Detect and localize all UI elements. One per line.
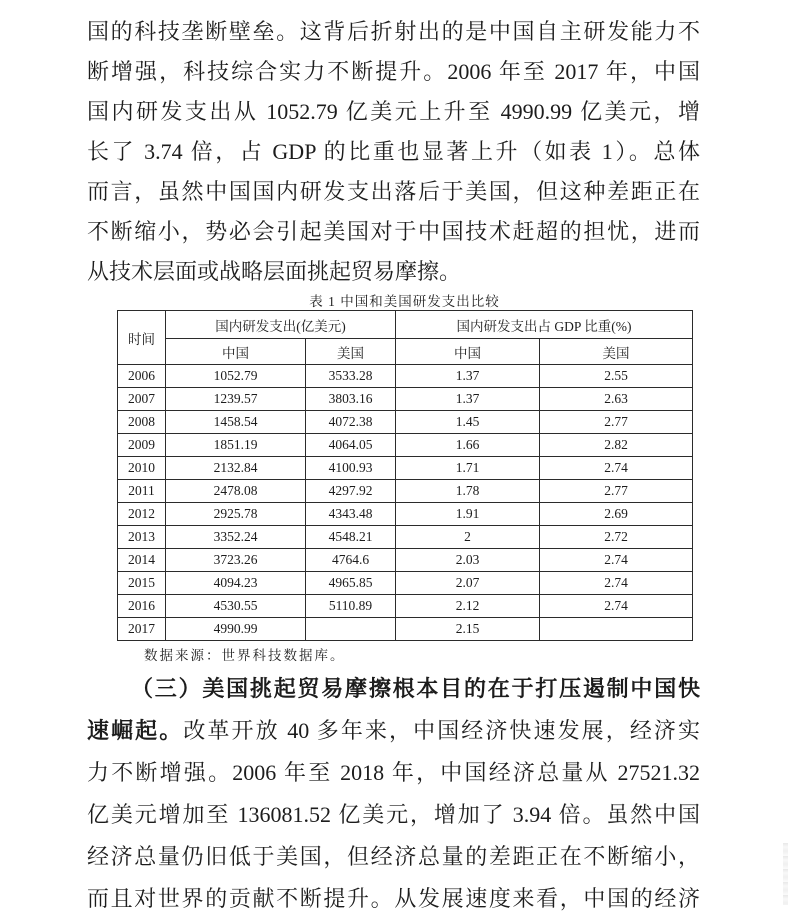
- cell-us-rd: 4064.05: [306, 434, 396, 457]
- text-segment: 不断缩小，势必会引起美国对于中国技术赶超的担忧，进而: [87, 219, 700, 244]
- cell-china-gdp: 2.07: [396, 572, 540, 595]
- text-segment: 改革开放 40 多年来，中国经济快速发展，经济实: [183, 718, 700, 743]
- cell-us-gdp: 2.74: [540, 549, 693, 572]
- cell-china-gdp: 2.12: [396, 595, 540, 618]
- text-line: [87, 52, 700, 92]
- cell-us-rd: 4072.38: [306, 411, 396, 434]
- table-row: [118, 457, 693, 480]
- text-line: [87, 794, 700, 836]
- header-group-gdp-share: 国内研发支出占 GDP 比重(%): [396, 311, 693, 339]
- table-row: [118, 388, 693, 411]
- cell-us-rd: 3533.28: [306, 365, 396, 388]
- subheader-china-gdp: 中国: [396, 339, 540, 365]
- cell-year: 2015: [118, 572, 166, 595]
- table-body: [118, 365, 693, 641]
- text-segment: 国内研发支出从 1052.79 亿美元上升至 4990.99 亿美元，增: [87, 99, 700, 124]
- cell-year: 2017: [118, 618, 166, 641]
- cell-china-rd: 1052.79: [166, 365, 306, 388]
- cell-year: 2007: [118, 388, 166, 411]
- table-row: [118, 365, 693, 388]
- cell-china-gdp: 1.78: [396, 480, 540, 503]
- text-line: [87, 252, 700, 292]
- cell-china-rd: 3723.26: [166, 549, 306, 572]
- cell-china-gdp: 2.15: [396, 618, 540, 641]
- text-line: [87, 12, 700, 52]
- bold-text-segment: 速崛起。: [87, 718, 184, 743]
- paragraph-1: [87, 12, 700, 292]
- text-line: [87, 752, 700, 794]
- text-segment: 而言，虽然中国国内研发支出落后于美国，但这种差距正在: [87, 179, 700, 204]
- cell-china-rd: 1851.19: [166, 434, 306, 457]
- cell-year: 2011: [118, 480, 166, 503]
- cell-china-rd: 4990.99: [166, 618, 306, 641]
- cell-us-gdp: 2.77: [540, 411, 693, 434]
- cell-china-gdp: 1.91: [396, 503, 540, 526]
- cell-us-gdp: 2.74: [540, 457, 693, 480]
- text-line: [87, 212, 700, 252]
- table-row: [118, 411, 693, 434]
- text-line: [87, 668, 700, 710]
- cell-china-gdp: 1.37: [396, 365, 540, 388]
- cell-us-rd: 4297.92: [306, 480, 396, 503]
- cell-year: 2008: [118, 411, 166, 434]
- cell-us-rd: 5110.89: [306, 595, 396, 618]
- cell-us-gdp: 2.55: [540, 365, 693, 388]
- cell-year: 2014: [118, 549, 166, 572]
- table-row: [118, 434, 693, 457]
- cell-china-rd: 4530.55: [166, 595, 306, 618]
- cell-us-rd: 4343.48: [306, 503, 396, 526]
- table-row: [118, 503, 693, 526]
- text-segment: 断增强，科技综合实力不断提升。2006 年至 2017 年，中国: [87, 59, 700, 84]
- table-header: [118, 311, 693, 365]
- cell-us-rd: 4965.85: [306, 572, 396, 595]
- cell-china-rd: 1458.54: [166, 411, 306, 434]
- text-line: [87, 836, 700, 878]
- cell-us-rd: 3803.16: [306, 388, 396, 411]
- cell-us-gdp: 2.63: [540, 388, 693, 411]
- cell-us-rd: [306, 618, 396, 641]
- subheader-us-rd: 美国: [306, 339, 396, 365]
- table-row: [118, 572, 693, 595]
- cell-china-gdp: 1.45: [396, 411, 540, 434]
- paragraph-2: [87, 668, 700, 920]
- subheader-china-rd: 中国: [166, 339, 306, 365]
- table-title: 表 1 中国和美国研发支出比较: [309, 294, 500, 309]
- table-row: [118, 618, 693, 641]
- rd-comparison-table: [117, 310, 693, 641]
- table-source: 数据来源：世界科技数据库。: [144, 648, 346, 663]
- cell-us-gdp: 2.77: [540, 480, 693, 503]
- cell-us-gdp: 2.69: [540, 503, 693, 526]
- cell-year: 2010: [118, 457, 166, 480]
- cell-china-gdp: 2: [396, 526, 540, 549]
- table-row: [118, 480, 693, 503]
- cell-china-rd: 1239.57: [166, 388, 306, 411]
- text-segment: 亿美元增加至 136081.52 亿美元，增加了 3.94 倍。虽然中国: [87, 802, 700, 827]
- scan-artifact: [783, 843, 788, 905]
- text-segment: 而且对世界的贡献不断提升。从发展速度来看，中国的经济: [87, 886, 700, 911]
- cell-china-rd: 3352.24: [166, 526, 306, 549]
- cell-year: 2012: [118, 503, 166, 526]
- cell-us-rd: 4548.21: [306, 526, 396, 549]
- text-segment: 力不断增强。2006 年至 2018 年，中国经济总量从 27521.32: [87, 760, 700, 785]
- cell-us-rd: 4100.93: [306, 457, 396, 480]
- subheader-us-gdp: 美国: [540, 339, 693, 365]
- text-segment: 经济总量仍旧低于美国，但经济总量的差距正在不断缩小，: [87, 844, 700, 869]
- header-time: 时间: [118, 311, 166, 365]
- cell-year: 2009: [118, 434, 166, 457]
- cell-us-gdp: 2.72: [540, 526, 693, 549]
- cell-china-gdp: 2.03: [396, 549, 540, 572]
- cell-china-gdp: 1.66: [396, 434, 540, 457]
- text-segment: 从技术层面或战略层面挑起贸易摩擦。: [87, 259, 462, 284]
- cell-us-gdp: 2.74: [540, 595, 693, 618]
- cell-us-rd: 4764.6: [306, 549, 396, 572]
- cell-year: 2016: [118, 595, 166, 618]
- header-group-rd-spending: 国内研发支出(亿美元): [166, 311, 396, 339]
- table-row: [118, 549, 693, 572]
- table-row: [118, 526, 693, 549]
- cell-year: 2013: [118, 526, 166, 549]
- cell-us-gdp: [540, 618, 693, 641]
- text-line: [87, 710, 700, 752]
- text-segment: 国的科技垄断壁垒。这背后折射出的是中国自主研发能力不: [87, 19, 700, 44]
- cell-us-gdp: 2.74: [540, 572, 693, 595]
- cell-us-gdp: 2.82: [540, 434, 693, 457]
- text-line: [87, 92, 700, 132]
- bold-text-segment: （三）美国挑起贸易摩擦根本目的在于打压遏制中国快: [131, 676, 700, 701]
- cell-china-gdp: 1.71: [396, 457, 540, 480]
- text-line: [87, 172, 700, 212]
- cell-china-rd: 2132.84: [166, 457, 306, 480]
- cell-china-gdp: 1.37: [396, 388, 540, 411]
- cell-year: 2006: [118, 365, 166, 388]
- text-line: [87, 132, 700, 172]
- cell-china-rd: 2478.08: [166, 480, 306, 503]
- table-row: [118, 595, 693, 618]
- text-segment: 长了 3.74 倍，占 GDP 的比重也显著上升（如表 1）。总体: [87, 139, 700, 164]
- text-line: [87, 878, 700, 920]
- cell-china-rd: 4094.23: [166, 572, 306, 595]
- cell-china-rd: 2925.78: [166, 503, 306, 526]
